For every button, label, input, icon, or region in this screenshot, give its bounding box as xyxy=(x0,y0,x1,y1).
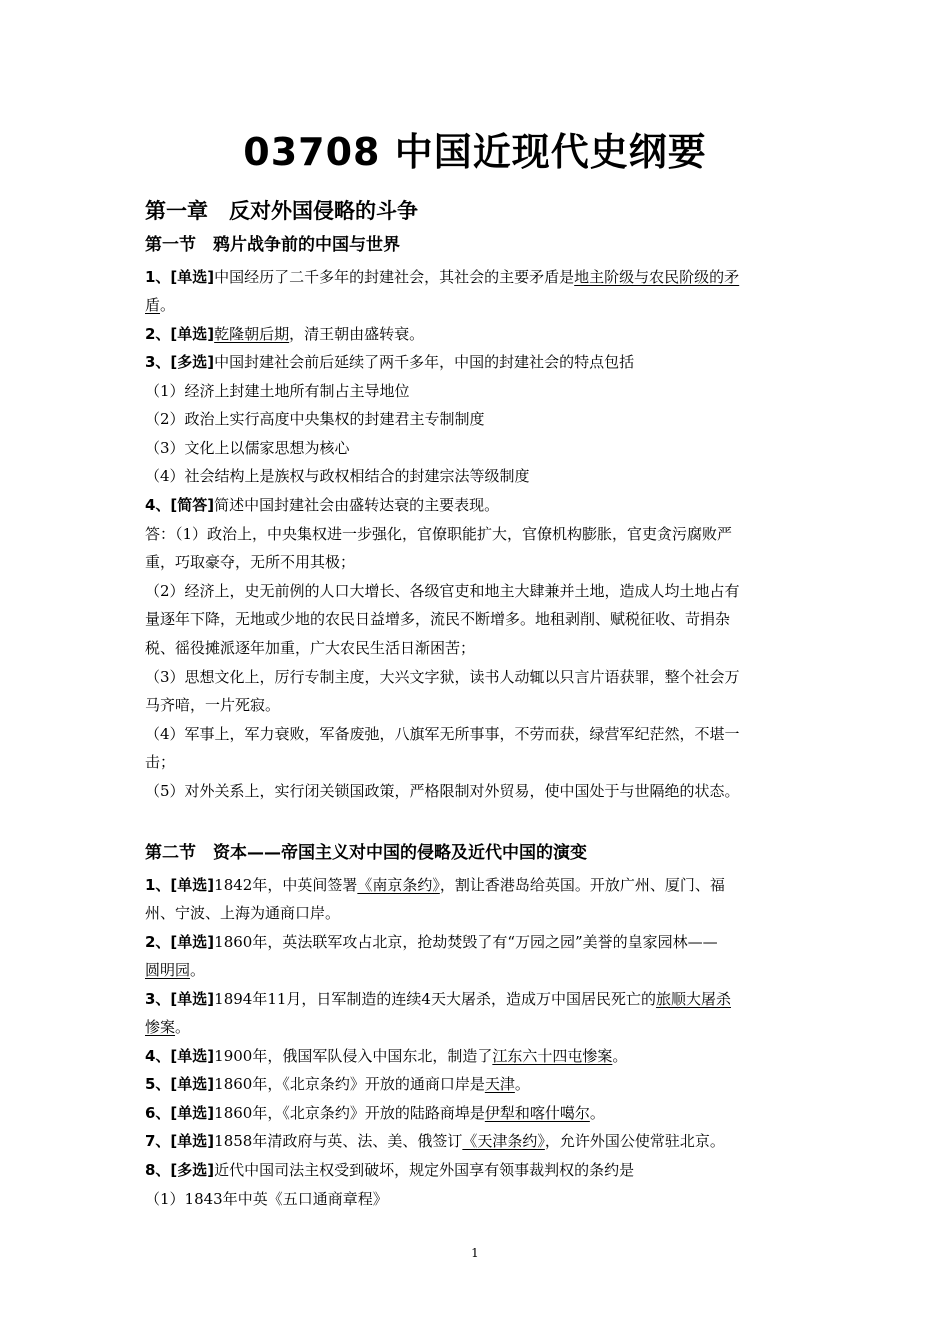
answer-line: （2）经济上，史无前例的人口大增长、各级官吏和地主大肆兼并土地，造成人均土地占有 xyxy=(145,582,740,600)
answer-text: 惨案 xyxy=(145,1018,176,1036)
list-item: （2）政治上实行高度中央集权的封建君主专制制度 xyxy=(145,410,485,428)
answer-text: 天津 xyxy=(484,1075,515,1093)
question-text: 。 xyxy=(514,1075,530,1093)
question-tag: 1、[单选] xyxy=(145,268,215,286)
answer-line: 量逐年下降，无地或少地的农民日益增多，流民不断增多。地租剥削、赋税征收、苛捐杂 xyxy=(145,610,731,628)
question-line xyxy=(145,265,810,289)
question-text: 1842年，中英间签署 xyxy=(214,876,358,894)
question-line xyxy=(145,1158,810,1182)
answer-text: 江东六十四屯惨案 xyxy=(492,1047,613,1065)
question-tag: 3、[多选] xyxy=(145,353,215,371)
question-line xyxy=(145,1129,810,1153)
answer-line: 重，巧取豪夺，无所不用其极； xyxy=(145,553,356,571)
question-text: 。 xyxy=(589,1104,605,1122)
list-item: （3）文化上以儒家思想为核心 xyxy=(145,439,350,457)
list-item: （4）社会结构上是族权与政权相结合的封建宗法等级制度 xyxy=(145,467,530,485)
chapter-heading: 第一章 反对外国侵略的斗争 xyxy=(145,199,418,223)
question-line xyxy=(145,493,810,517)
list-item: （1）经济上封建土地所有制占主导地位 xyxy=(145,382,410,400)
question-line xyxy=(145,1044,810,1068)
section-heading-1: 第一节 鸦片战争前的中国与世界 xyxy=(145,235,400,255)
question-text: ，割让香港岛给英国。开放广州、厦门、福 xyxy=(439,876,725,894)
question-tag: 4、[简答] xyxy=(145,496,215,514)
answer-text: 旅顺大屠杀 xyxy=(655,990,731,1008)
question-text: 1858年清政府与英、法、美、俄签订 xyxy=(214,1132,463,1150)
question-line xyxy=(145,958,810,982)
question-line xyxy=(145,322,810,346)
section-heading-2: 第二节 资本——帝国主义对中国的侵略及近代中国的演变 xyxy=(145,843,587,863)
question-tag: 5、[单选] xyxy=(145,1075,215,1093)
answer-text: 圆明园 xyxy=(145,961,191,979)
question-text: 。 xyxy=(190,961,206,979)
question-text: 1860年，《北京条约》开放的陆路商埠是 xyxy=(214,1104,485,1122)
question-line xyxy=(145,350,810,374)
question-text: 近代中国司法主权受到破坏，规定外国享有领事裁判权的条约是 xyxy=(214,1161,635,1179)
question-tag: 4、[单选] xyxy=(145,1047,215,1065)
answer-text: 地主阶级与农民阶级的矛 xyxy=(574,268,740,286)
question-text: 。 xyxy=(612,1047,628,1065)
question-line: 州、宁波、上海为通商口岸。 xyxy=(145,904,341,922)
answer-line: （3）思想文化上，厉行专制主度，大兴文字狱，读书人动辄以只言片语获罪，整个社会万 xyxy=(145,668,740,686)
question-line xyxy=(145,293,810,317)
answer-line: 税、徭役摊派逐年加重，广大农民生活日渐困苦； xyxy=(145,639,476,657)
question-tag: 8、[多选] xyxy=(145,1161,215,1179)
question-tag: 2、[单选] xyxy=(145,933,215,951)
answer-line: 答：（1）政治上，中央集权进一步强化，官僚职能扩大，官僚机构膨胀，官吏贪污腐败严 xyxy=(145,525,733,543)
answer-line: 击； xyxy=(145,753,176,771)
question-text: 。 xyxy=(160,296,176,314)
question-text: 1900年，俄国军队侵入中国东北，制造了 xyxy=(214,1047,493,1065)
question-line xyxy=(145,1072,810,1096)
question-tag: 6、[单选] xyxy=(145,1104,215,1122)
list-item: （1）1843年中英《五口通商章程》 xyxy=(145,1190,388,1208)
question-line xyxy=(145,873,810,897)
question-text: 1860年，《北京条约》开放的通商口岸是 xyxy=(214,1075,485,1093)
question-text: 1894年11月，日军制造的连续4天大屠杀，造成万中国居民死亡的 xyxy=(214,990,656,1008)
question-text: 1860年，英法联军攻占北京，抢劫焚毁了有“万园之园”美誉的皇家园林—— xyxy=(214,933,718,951)
answer-line: 马齐喑，一片死寂。 xyxy=(145,696,281,714)
answer-line: （4）军事上，军力衰败，军备废弛，八旗军无所事事，不劳而获，绿营军纪茫然，不堪一 xyxy=(145,725,740,743)
question-line xyxy=(145,1015,810,1039)
question-tag: 3、[单选] xyxy=(145,990,215,1008)
answer-text: 《天津条约》 xyxy=(462,1132,545,1150)
question-line xyxy=(145,987,810,1011)
question-tag: 2、[单选] xyxy=(145,325,215,343)
question-text: 中国经历了二千多年的封建社会，其社会的主要矛盾是 xyxy=(214,268,575,286)
answer-text: 伊犁和喀什噶尔 xyxy=(484,1104,590,1122)
question-text: 简述中国封建社会由盛转达衰的主要表现。 xyxy=(214,496,500,514)
question-text: 。 xyxy=(175,1018,191,1036)
question-text: ，清王朝由盛转衰。 xyxy=(289,325,425,343)
question-tag: 1、[单选] xyxy=(145,876,215,894)
question-text: ，允许外国公使常驻北京。 xyxy=(544,1132,725,1150)
answer-line: （5）对外关系上，实行闭关锁国政策，严格限制对外贸易，使中国处于与世隔绝的状态。 xyxy=(145,782,740,800)
question-line xyxy=(145,1101,810,1125)
page-number: 1 xyxy=(471,1246,479,1260)
question-text: 中国封建社会前后延续了两千多年，中国的封建社会的特点包括 xyxy=(214,353,635,371)
answer-text: 《南京条约》 xyxy=(357,876,440,894)
document-title: 03708 中国近现代史纲要 xyxy=(243,130,707,174)
question-line xyxy=(145,930,810,954)
question-tag: 7、[单选] xyxy=(145,1132,215,1150)
answer-text: 乾隆朝后期 xyxy=(214,325,290,343)
answer-text: 盾 xyxy=(145,296,161,314)
